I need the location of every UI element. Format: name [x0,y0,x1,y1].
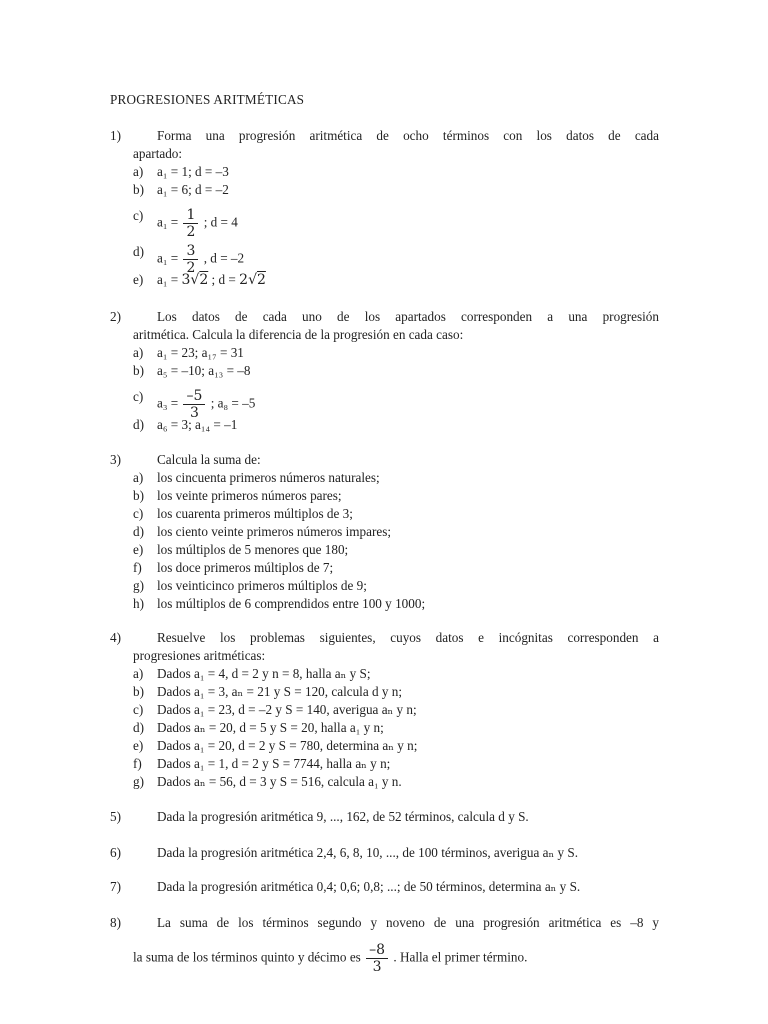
item-letter: a) [133,164,144,179]
exercise-number: 5) [110,809,121,824]
fraction: $\frac{-5}{3}$ [183,388,205,421]
item-letter: a) [133,345,144,360]
fraction: $\frac{3}{2}$ [183,243,198,276]
item-text: a₁ = 6; d = –2 [157,182,229,197]
item-text: Dados a₁ = 1, d = 2 y S = 7744, halla aₙ y n; [157,756,391,771]
item-letter: a) [133,470,144,485]
item-text: a₁ = 23; a₁₇ = 31 [157,345,244,360]
exercise-statement: La suma de los términos segundo y noveno de una progresión aritmética es –8 y [157,915,659,930]
item-letter: f) [133,756,142,771]
item-letter: e) [133,542,144,557]
exercise-statement-cont: la suma de los términos quinto y décimo es $\frac{-8}{3}$ . Halla el primer término. [133,942,528,975]
exercise-statement: Los datos de cada uno de los apartados corresponden a una progresión [157,309,659,324]
item-letter: c) [133,506,144,521]
exercise-number: 1) [110,128,121,143]
item-text: a₁ = 1; d = –3 [157,164,229,179]
exercise-statement: Resuelve los problemas siguientes, cuyos datos e incógnitas corresponden a [157,630,659,645]
radical-expression: 3√2 [181,272,209,288]
item-expression: a₃ = $\frac{-5}{3}$ ; a₈ = –5 [157,388,256,421]
item-letter: g) [133,578,144,593]
fraction: $\frac{1}{2}$ [183,207,198,240]
item-letter: d) [133,720,144,735]
exercise-statement: Dada la progresión aritmética 9, ..., 162, de 52 términos, calcula d y S. [157,809,529,824]
item-text: los múltiplos de 5 menores que 180; [157,542,349,557]
item-letter: e) [133,272,144,287]
item-text: los cuarenta primeros múltiplos de 3; [157,506,353,521]
item-text: los veinte primeros números pares; [157,488,342,503]
item-text: los ciento veinte primeros números impares; [157,524,392,539]
exercise-number: 8) [110,915,121,930]
radical-expression: 2√2 [239,272,266,288]
exercise-statement-cont: progresiones aritméticas: [133,648,266,663]
item-letter: b) [133,182,144,197]
exercise-number: 3) [110,452,121,467]
item-letter: d) [133,524,144,539]
exercise-number: 6) [110,845,121,860]
item-letter: b) [133,363,144,378]
fraction: $\frac{-8}{3}$ [366,942,388,975]
item-letter: c) [133,208,144,223]
item-expression: a₁ = $\frac{3}{2}$ , d = –2 [157,243,245,276]
item-letter: h) [133,596,144,611]
item-text: Dados a₁ = 20, d = 2 y S = 780, determina aₙ y n; [157,738,418,753]
item-text: los múltiplos de 6 comprendidos entre 100 y 1000; [157,596,426,611]
item-letter: b) [133,684,144,699]
item-letter: e) [133,738,144,753]
item-text: a₆ = 3; a₁₄ = –1 [157,417,238,432]
exercise-statement: Calcula la suma de: [157,452,261,467]
item-text: a₅ = –10; a₁₃ = –8 [157,363,251,378]
exercise-statement: Dada la progresión aritmética 0,4; 0,6; 0,8; ...; de 50 términos, determina aₙ y S. [157,879,581,894]
item-letter: d) [133,417,144,432]
exercise-statement-cont: apartado: [133,146,183,161]
exercise-number: 4) [110,630,121,645]
item-letter: a) [133,666,144,681]
item-text: Dados a₁ = 4, d = 2 y n = 8, halla aₙ y S; [157,666,371,681]
item-text: los cincuenta primeros números naturales; [157,470,380,485]
item-text: Dados aₙ = 56, d = 3 y S = 516, calcula a₁ y n. [157,774,402,789]
item-text: los doce primeros múltiplos de 7; [157,560,334,575]
item-text: Dados a₁ = 23, d = –2 y S = 140, averigua aₙ y n; [157,702,417,717]
exercise-7 [0,878,768,896]
exercise-statement: Forma una progresión aritmética de ocho términos con los datos de cada [157,128,659,143]
item-text: los veinticinco primeros múltiplos de 9; [157,578,367,593]
item-letter: g) [133,774,144,789]
exercise-number: 7) [110,879,121,894]
exercise-statement: Dada la progresión aritmética 2,4, 6, 8, 10, ..., de 100 términos, averigua aₙ y S. [157,845,579,860]
item-expression: a₁ = $\frac{1}{2}$ ; d = 4 [157,207,238,240]
item-letter: c) [133,702,144,717]
page-title: PROGRESIONES ARITMÉTICAS [110,92,305,107]
exercise-6 [0,844,768,862]
item-letter: f) [133,560,142,575]
item-text: Dados aₙ = 20, d = 5 y S = 20, halla a₁ y n; [157,720,384,735]
exercise-number: 2) [110,309,121,324]
exercise-5 [0,808,768,826]
item-letter: d) [133,244,144,259]
exercise-statement-cont: aritmética. Calcula la diferencia de la progresión en cada caso: [133,327,464,342]
item-text: Dados a₁ = 3, aₙ = 21 y S = 120, calcula d y n; [157,684,403,699]
item-letter: c) [133,389,144,404]
item-expression: a₁ = 3√2 ; d = 2√2 [157,272,266,288]
item-letter: b) [133,488,144,503]
